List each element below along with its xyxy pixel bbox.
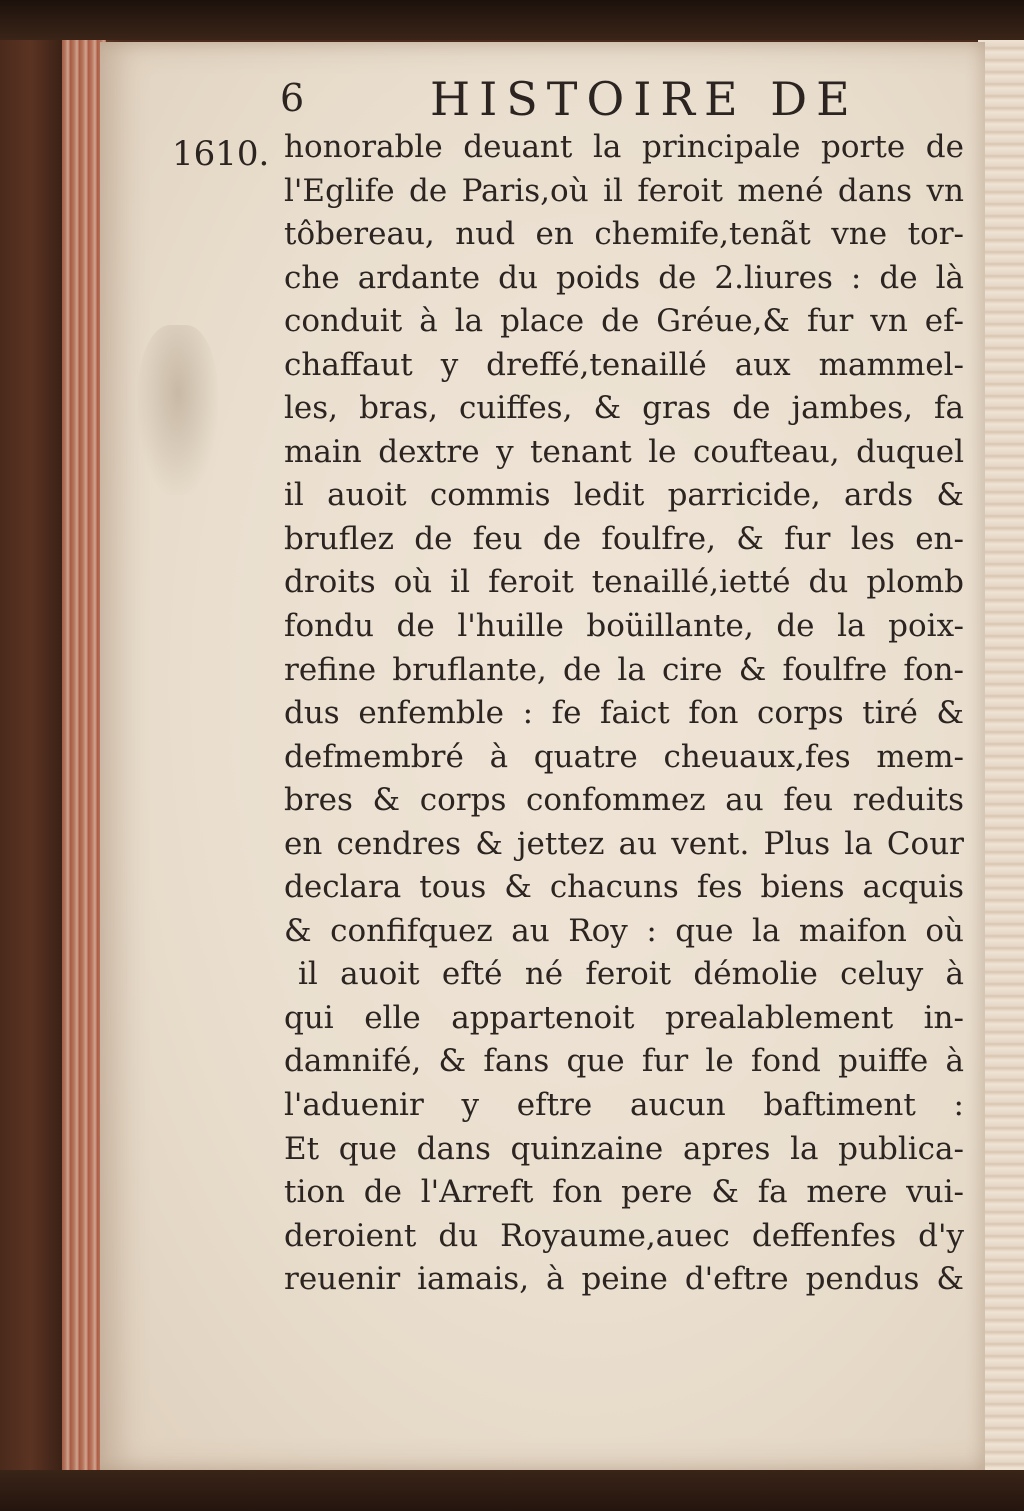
text-line: les, bras, cuiffes, & gras de jambes, fa	[284, 390, 964, 427]
text-line: chaffaut y dreffé,tenaillé aux mammel-	[284, 346, 964, 383]
text-line: tôbereau, nud en chemife,tenãt vne tor-	[284, 216, 964, 253]
text-line: bruflez de feu de foulfre, & fur les en-	[284, 520, 964, 557]
text-line: dus enfemble : fe faict fon corps tiré &	[284, 695, 964, 732]
text-line: Et que dans quinzaine apres la publica-	[284, 1130, 964, 1167]
text-line: main dextre y tenant le coufteau, duquel	[284, 433, 964, 470]
text-line: tion de l'Arreft fon pere & fa mere vui-	[284, 1174, 964, 1211]
running-title: HISTOIRE DE	[430, 72, 859, 126]
page-number: 6	[280, 76, 305, 120]
text-line: & confifquez au Roy : que la maifon où	[284, 912, 964, 949]
text-line: l'aduenir y eftre aucun baftiment :	[284, 1087, 964, 1124]
text-line: refine bruflante, de la cire & foulfre fon-	[284, 651, 964, 688]
margin-stain	[138, 325, 218, 495]
margin-year: 1610.	[172, 134, 270, 174]
text-line: reuenir iamais, à peine d'eftre pendus &	[284, 1261, 964, 1298]
text-line: qui elle appartenoit prealablement in-	[284, 999, 964, 1036]
text-line: declara tous & chacuns fes biens acquis	[284, 869, 964, 906]
page-header	[280, 72, 980, 132]
text-line: defmembré à quatre cheuaux,fes mem-	[284, 738, 964, 775]
text-line: en cendres & jettez au vent. Plus la Cour	[284, 825, 964, 862]
text-line: damnifé, & fans que fur le fond puiffe à	[284, 1043, 964, 1080]
text-line: deroient du Royaume,auec deffenfes d'y	[284, 1217, 964, 1254]
text-line: il auoit efté né feroit démolie celuy à	[298, 956, 964, 993]
text-line: honorable deuant la principale porte de	[284, 129, 964, 165]
text-line: che ardante du poids de 2.liures : de là	[284, 259, 964, 296]
text-line: il auoit commis ledit parricide, ards &	[284, 477, 964, 514]
text-line: conduit à la place de Gréue,& fur vn ef-	[284, 303, 964, 340]
cover-bottom-edge	[0, 1470, 1024, 1511]
cover-top-edge	[0, 0, 1024, 40]
text-line: l'Eglife de Paris,où il feroit mené dans vn	[284, 172, 964, 209]
text-line: bres & corps confommez au feu reduits	[284, 782, 964, 819]
text-line: droits où il feroit tenaillé,ietté du plomb	[284, 564, 964, 601]
text-line: fondu de l'huille boüillante, de la poix-	[284, 608, 964, 645]
body-text	[284, 126, 964, 1302]
